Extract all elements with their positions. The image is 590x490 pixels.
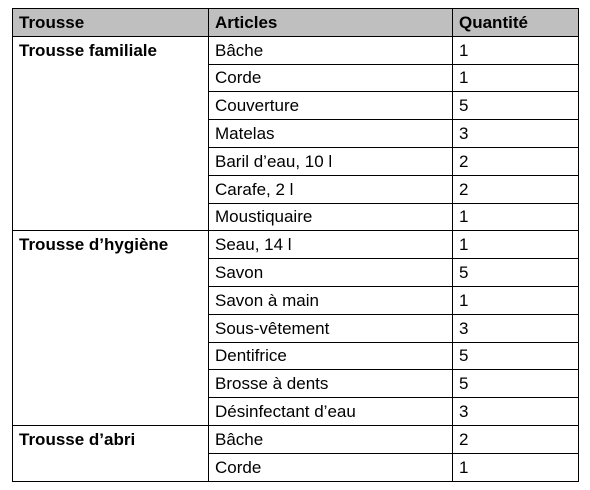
quantity-cell: 3 [453,314,579,342]
quantity-cell: 1 [453,36,579,64]
header-quantity: Quantité [453,9,579,37]
kit-name-hygiene: Trousse d’hygiène [13,231,209,426]
item-cell: Corde [209,453,453,481]
table-header [13,9,579,37]
table-row [13,425,579,453]
quantity-cell: 1 [453,231,579,259]
quantity-cell: 2 [453,425,579,453]
table-body [13,36,579,481]
item-cell: Savon à main [209,286,453,314]
item-cell: Seau, 14 l [209,231,453,259]
item-cell: Dentifrice [209,342,453,370]
item-cell: Désinfectant d’eau [209,398,453,426]
header-row [13,9,579,37]
kits-table [12,8,579,482]
item-cell: Sous-vêtement [209,314,453,342]
quantity-cell: 2 [453,147,579,175]
header-kit: Trousse [13,9,209,37]
item-cell: Matelas [209,120,453,148]
table-row [13,231,579,259]
kit-name-familiale: Trousse familiale [13,36,209,231]
quantity-cell: 5 [453,92,579,120]
quantity-cell: 1 [453,203,579,231]
header-articles: Articles [209,9,453,37]
item-cell: Baril d’eau, 10 l [209,147,453,175]
item-cell: Moustiquaire [209,203,453,231]
quantity-cell: 1 [453,453,579,481]
item-cell: Brosse à dents [209,370,453,398]
kit-name-abri: Trousse d’abri [13,425,209,481]
quantity-cell: 5 [453,259,579,287]
item-cell: Couverture [209,92,453,120]
quantity-cell: 1 [453,286,579,314]
item-cell: Bâche [209,36,453,64]
quantity-cell: 5 [453,342,579,370]
quantity-cell: 3 [453,120,579,148]
item-cell: Savon [209,259,453,287]
quantity-cell: 2 [453,175,579,203]
quantity-cell: 3 [453,398,579,426]
quantity-cell: 5 [453,370,579,398]
item-cell: Bâche [209,425,453,453]
item-cell: Carafe, 2 l [209,175,453,203]
quantity-cell: 1 [453,64,579,92]
table-row [13,36,579,64]
item-cell: Corde [209,64,453,92]
